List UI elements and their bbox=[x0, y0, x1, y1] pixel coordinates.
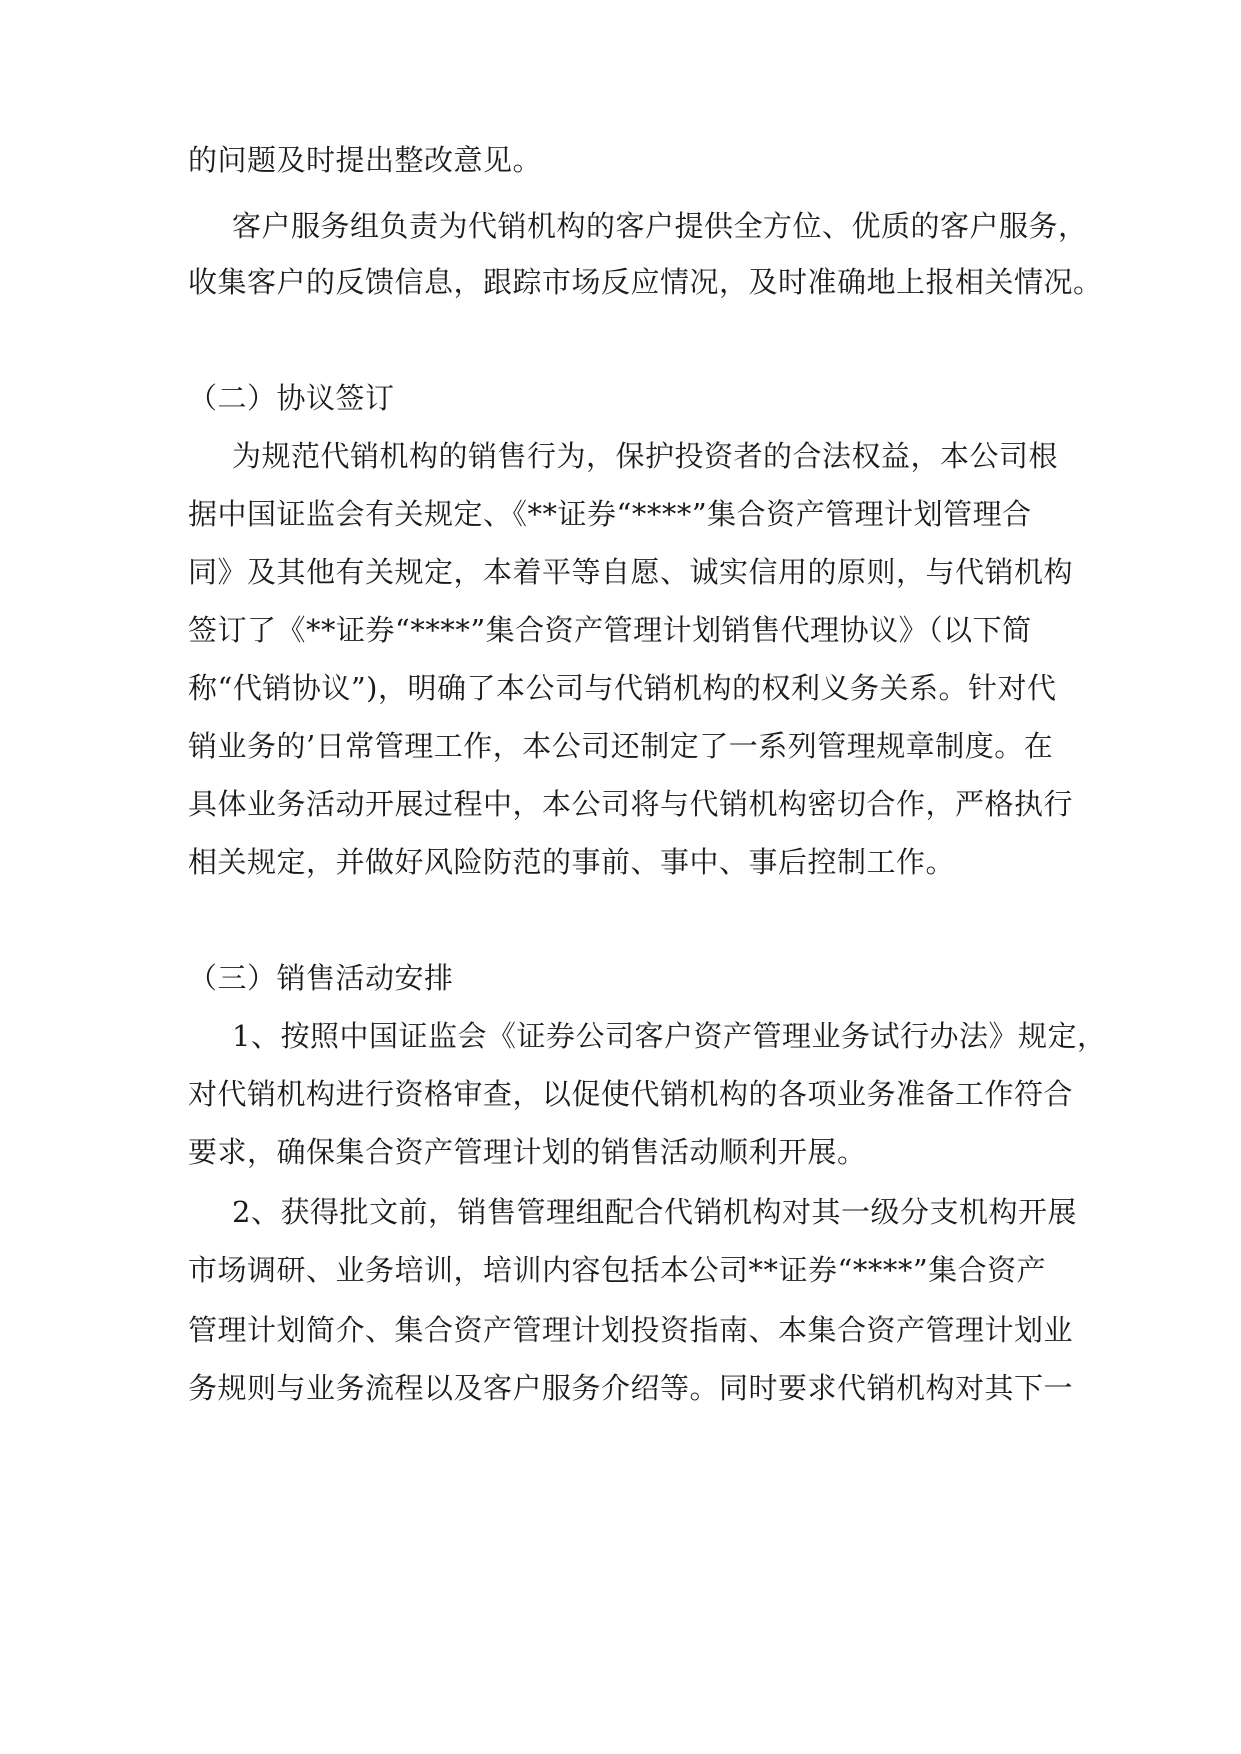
paragraph-line: 的问题及时提出整改意见。 bbox=[188, 143, 543, 177]
paragraph-line: 签订了《**证券“****”集合资产管理计划销售代理协议》（以下简 bbox=[188, 613, 1032, 647]
paragraph-line: 称“代销协议”)，明确了本公司与代销机构的权利义务关系。针对代 bbox=[188, 671, 1057, 705]
paragraph-line: 相关规定，并做好风险防范的事前、事中、事后控制工作。 bbox=[188, 845, 956, 879]
list-item-line: 市场调研、业务培训，培训内容包括本公司**证券“****”集合资产 bbox=[188, 1253, 1047, 1287]
paragraph-line: 同》及其他有关规定，本着平等自愿、诚实信用的原则，与代销机构 bbox=[188, 555, 1074, 589]
list-item-line: 要求，确保集合资产管理计划的销售活动顺利开展。 bbox=[188, 1135, 867, 1169]
paragraph-line: 据中国证监会有关规定、《**证券“****”集合资产管理计划管理合 bbox=[188, 497, 1032, 531]
list-item-line: 务规则与业务流程以及客户服务介绍等。同时要求代销机构对其下一 bbox=[188, 1371, 1074, 1405]
paragraph-line: 客户服务组负责为代销机构的客户提供全方位、优质的客户服务， bbox=[232, 209, 1088, 243]
list-item-line: 2、获得批文前，销售管理组配合代销机构对其一级分支机构开展 bbox=[232, 1195, 1077, 1229]
paragraph-line: 收集客户的反馈信息，跟踪市场反应情况，及时准确地上报相关情况。 bbox=[188, 265, 1103, 299]
section-heading: （三）销售活动安排 bbox=[188, 961, 454, 995]
section-heading: （二）协议签订 bbox=[188, 381, 395, 415]
list-item-line: 管理计划简介、集合资产管理计划投资指南、本集合资产管理计划业 bbox=[188, 1313, 1074, 1347]
list-item-line: 对代销机构进行资格审查，以促使代销机构的各项业务准备工作符合 bbox=[188, 1077, 1074, 1111]
list-item-line: 1、按照中国证监会《证券公司客户资产管理业务试行办法》规定， bbox=[232, 1019, 1107, 1053]
paragraph-line: 为规范代销机构的销售行为，保护投资者的合法权益，本公司根 bbox=[232, 439, 1059, 473]
paragraph-line: 具体业务活动开展过程中，本公司将与代销机构密切合作，严格执行 bbox=[188, 787, 1074, 821]
paragraph-line: 销业务的’日常管理工作，本公司还制定了一系列管理规章制度。在 bbox=[188, 729, 1054, 763]
